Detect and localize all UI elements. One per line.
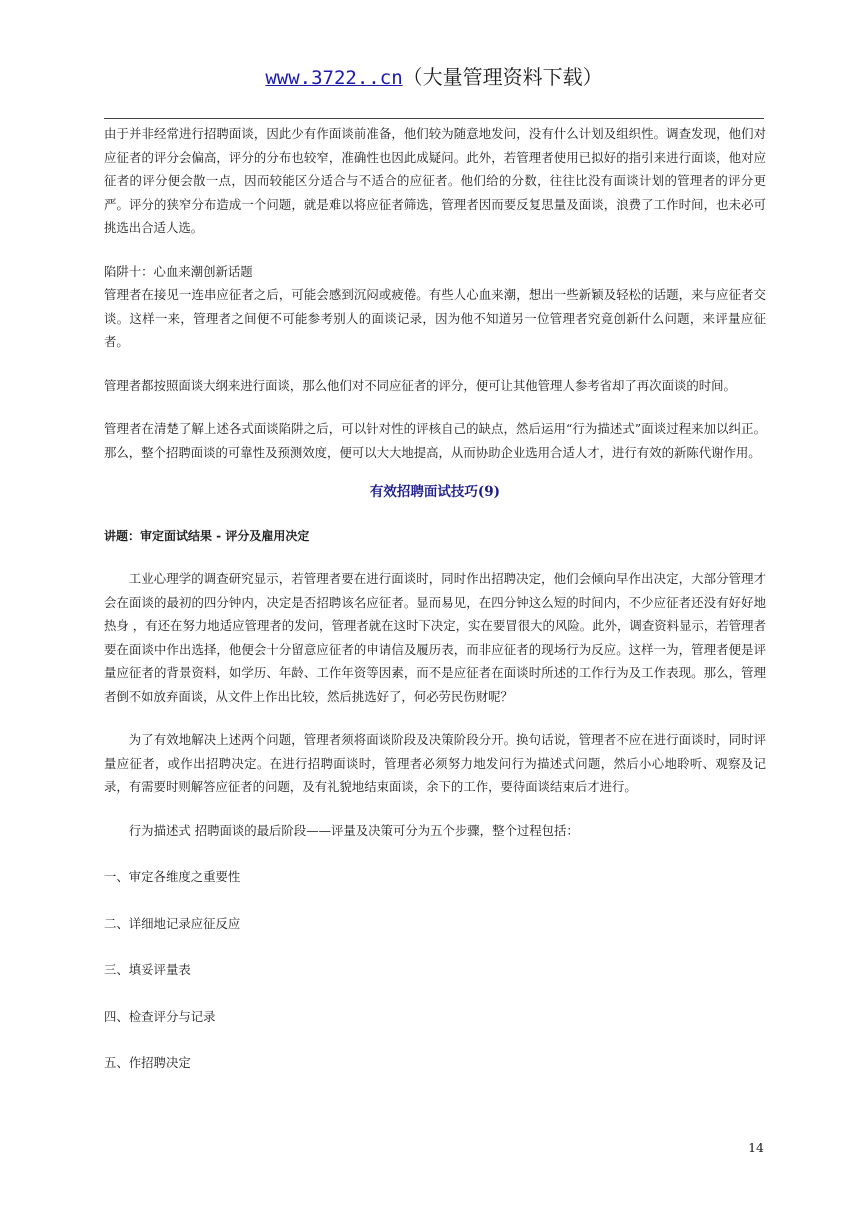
paragraph-separate-stages: 为了有效地解决上述两个问题，管理者须将面谈阶段及决策阶段分开。换句话说，管理者不应在进行面谈时，同时评量应征者，或作出招聘决定。在进行招聘面谈时，管理者必须努力地发问行为描述式问题，然后小心地聆听、观察及记录，有需要时则解答应征者的问题，及有礼貌地结束面谈，余下的工作，要待面谈结束后才进行。 bbox=[104, 732, 766, 794]
step-item: 三、填妥评量表 bbox=[104, 962, 191, 977]
paragraph-interview-prep: 由于并非经常进行招聘面谈，因此少有作面谈前准备，他们较为随意地发问，没有什么计划及组织性。调查发现，他们对应征者的评分会偏高，评分的分布也较窄，准确性也因此成疑问。此外，若管理者使用已拟好的指引来进行面谈，他对应征者的评分便会散一点，因而较能区分适合与不适合的应征者。他们给的分数，往往比没有面谈计划的管理者的评分更严。评分的狭窄分布造成一个问题，就是难以将应征者筛选，管理者因而要反复思量及面谈，浪费了工作时间，也未必可挑选出合适人选。 bbox=[104, 126, 766, 235]
page-number: 14 bbox=[748, 1140, 764, 1155]
paragraph-final-stage: 行为描述式 招聘面谈的最后阶段——评量及决策可分为五个步骤，整个过程包括： bbox=[128, 822, 579, 838]
header-rule bbox=[104, 118, 764, 119]
lecture-topic: 讲题：审定面试结果 - 评分及雇用决定 bbox=[104, 528, 310, 543]
document-body bbox=[104, 122, 766, 1075]
step-item: 二、详细地记录应征反应 bbox=[104, 915, 241, 931]
step-item: 五、作招聘决定 bbox=[104, 1055, 191, 1070]
section-title: 有效招聘面试技巧(9) bbox=[369, 484, 501, 500]
paragraph-trap-ten: 管理者在接见一连串应征者之后，可能会感到沉闷或疲倦。有些人心血来潮，想出一些新颖及轻松的话题，来与应征者交谈。这样一来，管理者之间便不可能参考别人的面谈记录，因为他不知道另一位管理者究竟创新什么问题，来评量应征者。 bbox=[104, 287, 766, 349]
paragraph-behavior-description: 管理者在清楚了解上述各式面谈陷阱之后，可以针对性的评核自己的缺点，然后运用“行为描述式”面谈过程来加以纠正。那么，整个招聘面谈的可靠性及预测效度，便可以大大地提高，从而协助企业选用合适人才，进行有效的新陈代谢作用。 bbox=[104, 421, 766, 460]
trap-ten-title: 陷阱十：心血来潮创新话题 bbox=[104, 263, 253, 279]
paragraph-outline-interview: 管理者都按照面谈大纲来进行面谈，那么他们对不同应征者的评分，便可让其他管理人参考省却了再次面谈的时间。 bbox=[104, 377, 736, 393]
step-item: 四、检查评分与记录 bbox=[104, 1008, 216, 1024]
site-link[interactable]: www.3722..cn bbox=[265, 67, 403, 89]
paragraph-research: 工业心理学的调查研究显示，若管理者要在进行面谈时，同时作出招聘决定，他们会倾向早作出决定，大部分管理才会在面谈的最初的四分钟内，决定是否招聘该名应征者。显而易见，在四分钟这么短的时间内，不少应征者还没有好好地 热身 ，有还在努力地适应管理者的发问，管理者就在这时下决定，实在要冒很大的风险。此外，调查资料显示，若管理者要在面谈中作出选择，他便会十分留意应征者的申请信及履历表，而非应征者的现场行为反应。这样一为，管理者便是评量应征者的背景资料，如学历、年龄、工作年资等因素，而不是应征者在面谈时所述的工作行为及工作表现。那么，管理者倒不如放弃面谈，从文件上作出比较，然后挑选好了，何必劳民伤财呢？ bbox=[104, 571, 766, 704]
header-suffix: （大量管理资料下载） bbox=[402, 65, 603, 89]
step-item: 一、审定各维度之重要性 bbox=[104, 869, 241, 884]
page-header bbox=[0, 62, 868, 93]
